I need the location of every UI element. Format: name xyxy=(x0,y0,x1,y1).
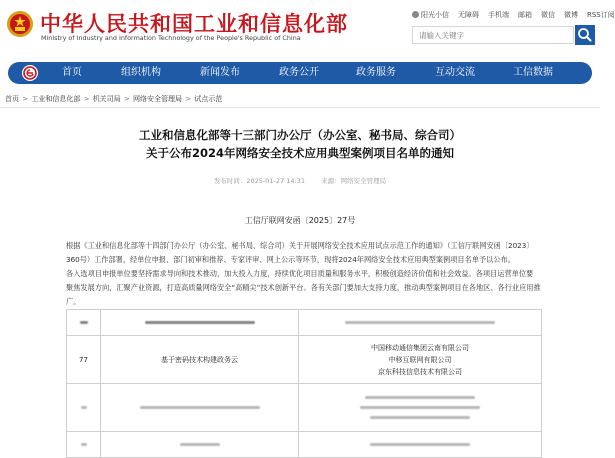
breadcrumb xyxy=(0,92,600,106)
document-number: 工信厅联网安函〔2025〕27号 xyxy=(244,216,356,225)
table-row xyxy=(66,309,542,336)
top-link-wechat[interactable]: 微信 xyxy=(541,11,555,19)
breadcrumb-separator: > xyxy=(83,95,90,103)
top-link-mail[interactable]: 邮箱 xyxy=(518,11,532,19)
row-number: 77 xyxy=(66,336,100,383)
case-table xyxy=(66,309,542,458)
table-row-77 xyxy=(66,336,542,384)
top-link-sunshine[interactable]: 阳光小信 xyxy=(412,10,449,20)
site-header xyxy=(0,0,615,56)
search-icon xyxy=(575,25,595,45)
nav-item-news[interactable]: 新闻发布 xyxy=(200,67,240,78)
publish-label: 发布时间： xyxy=(213,177,247,185)
breadcrumb-ministry[interactable]: 工业和信息化部 xyxy=(31,95,81,103)
divider xyxy=(0,107,600,108)
organization-name: 中国移动通信集团云南有限公司 xyxy=(371,343,469,352)
paragraph-1-line-2: 360号）工作部署，经单位申报、部门初审和推荐、专家评审、网上公示等环节，现将2024年网络安全技术应用典型案例项目名单予以公布。 xyxy=(66,255,515,264)
breadcrumb-home[interactable]: 首页 xyxy=(5,95,19,103)
breadcrumb-cybersecurity-bureau[interactable]: 网络安全管理局 xyxy=(133,95,183,103)
nav-item-government-services[interactable]: 政务服务 xyxy=(356,67,396,78)
article-title-line-1: 工业和信息化部等十三部门办公厅（办公室、秘书局、综合司） xyxy=(139,128,461,142)
site-title[interactable]: 中华人民共和国工业和信息化部 xyxy=(40,12,348,36)
search-input[interactable] xyxy=(412,26,574,44)
publish-time: 2025-01-27 14:31 xyxy=(246,177,305,185)
top-link-mobile[interactable]: 手机端 xyxy=(488,11,509,19)
top-links xyxy=(412,10,615,20)
table-row xyxy=(66,432,542,458)
organization-name: 京东科技信息技术有限公司 xyxy=(378,367,462,376)
nav-item-data[interactable]: 工信数据 xyxy=(513,67,553,78)
top-link-weibo[interactable]: 微博 xyxy=(564,11,578,19)
article-meta xyxy=(0,176,600,185)
site-title-english: Ministry of Industry and Information Technology of the People's Republic of China xyxy=(41,34,301,42)
paragraph-2-line-1: 各入选项目申报单位要坚持需求导向和技术推动，加大投入力度，持续优化项目质量和服务水平，积极创造经济价值和社会效益。各项目运营单位要 xyxy=(66,269,534,278)
search-button[interactable] xyxy=(575,25,595,45)
source-label: 来源： xyxy=(321,177,341,185)
nav-item-home[interactable]: 首页 xyxy=(62,67,82,78)
top-link-rss[interactable]: RSS订阅 xyxy=(587,11,615,19)
paragraph-1-line-1: 根据《工业和信息化部等十四部门办公厅（办公室、秘书局、综合司）关于开展网络安全技术应用试点示范工作的通知》（工信厅联网安函〔2023〕 xyxy=(66,241,534,250)
breadcrumb-separator: > xyxy=(22,95,29,103)
national-emblem-icon xyxy=(6,9,34,39)
nav-item-organization[interactable]: 组织机构 xyxy=(121,67,161,78)
project-name: 基于密码技术构建政务云 xyxy=(100,336,298,383)
nav-item-government-affairs[interactable]: 政务公开 xyxy=(279,67,319,78)
breadcrumb-pilot-demo[interactable]: 试点示范 xyxy=(194,95,223,103)
nav-item-interaction[interactable]: 互动交流 xyxy=(435,67,475,78)
breadcrumb-separator: > xyxy=(123,95,130,103)
nav-home-logo-icon[interactable] xyxy=(22,65,38,81)
organization-name: 中移互联网有限公司 xyxy=(388,355,452,364)
organization-list xyxy=(298,336,542,383)
paragraph-2-line-3: 广。 xyxy=(66,297,81,306)
article-title-line-2: 关于公布2024年网络安全技术应用典型案例项目名单的通知 xyxy=(145,146,454,160)
main-nav xyxy=(8,62,592,84)
top-link-accessibility[interactable]: 无障碍 xyxy=(458,11,479,19)
sunshine-icon xyxy=(412,11,419,18)
breadcrumb-separator: > xyxy=(185,95,192,103)
table-row xyxy=(66,384,542,432)
source-value: 网络安全管理局 xyxy=(340,177,387,185)
breadcrumb-departments[interactable]: 机关司局 xyxy=(92,95,121,103)
paragraph-2-line-2: 聚焦发展方向，汇聚产业资源，打造高质量网络安全“高精尖”技术创新平台。各有关部门要加大支持力度，推动典型案例项目在各地区、各行业应用推 xyxy=(66,283,541,292)
